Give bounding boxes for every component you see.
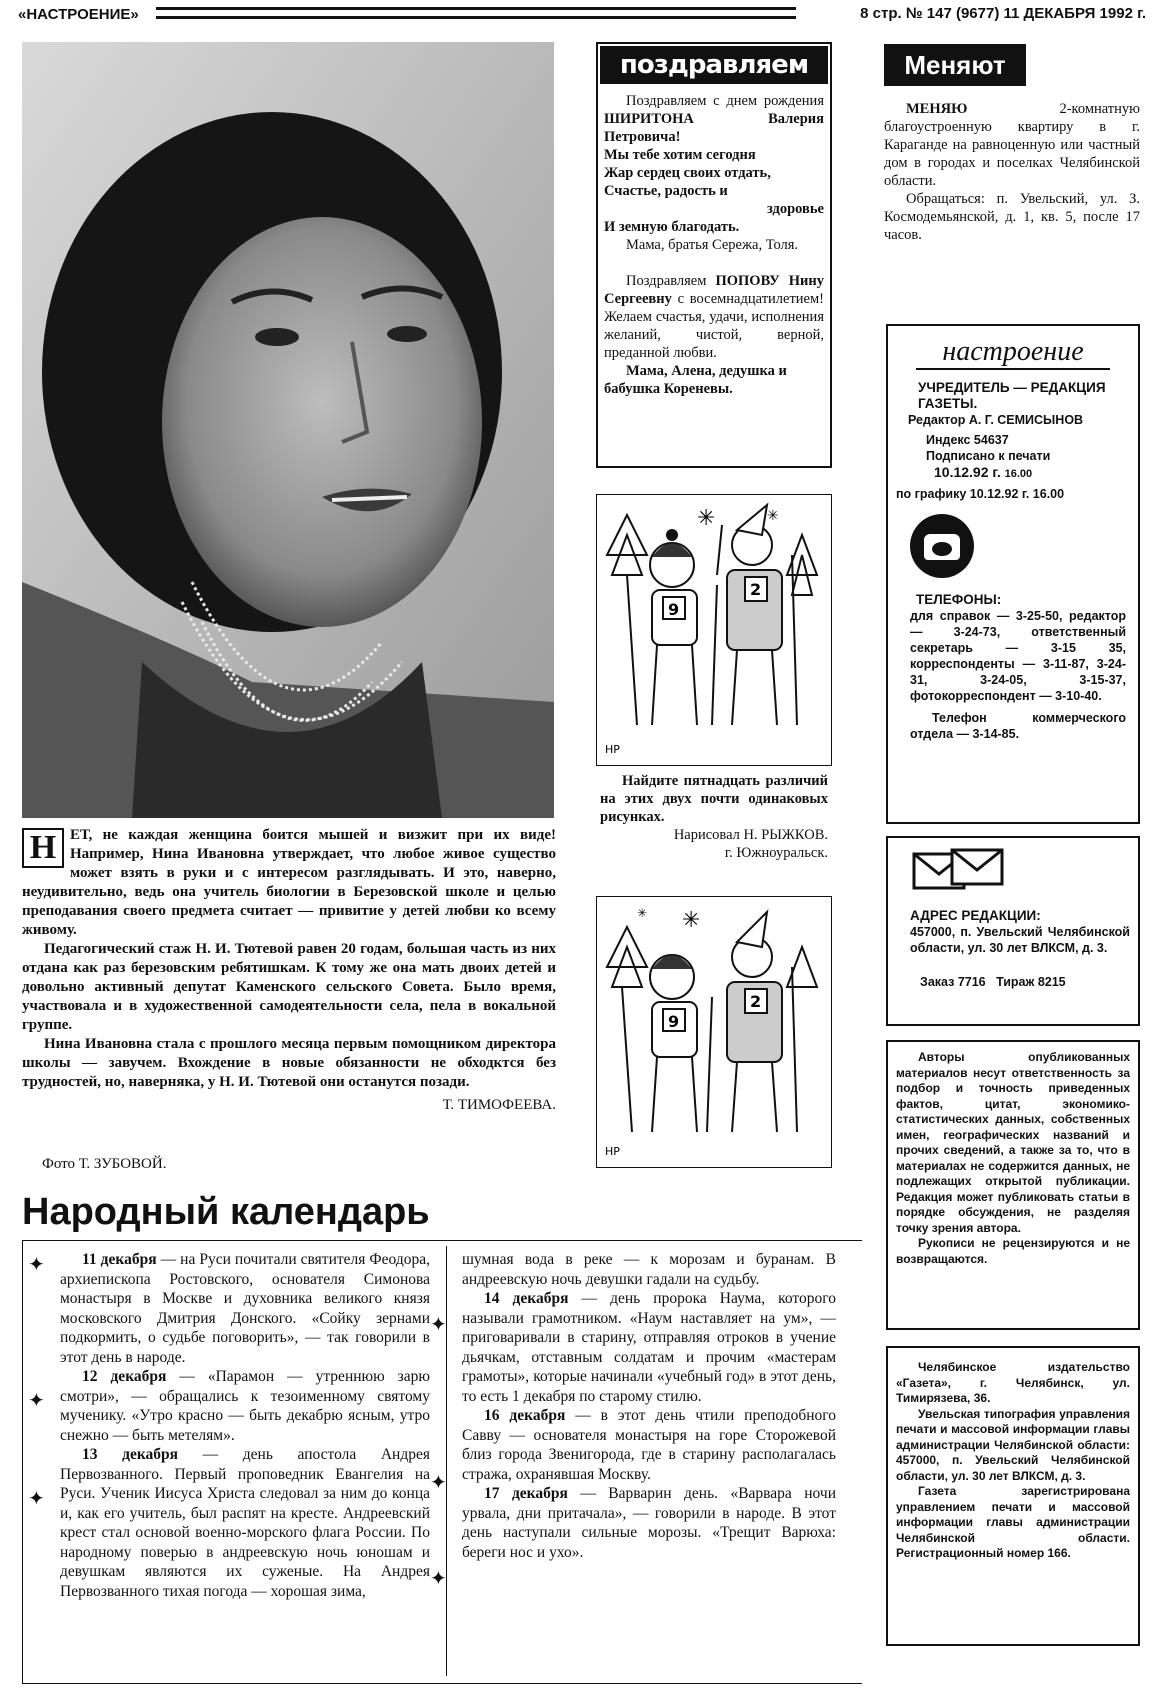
calendar-date: 11 декабря: [82, 1251, 157, 1268]
calendar-text: — Варварин день. «Варвара ночи урвала, дни притачала», — говорили в народе. В этот день наступали сильные морозы. «Трещит Варюха: береги нос и ухо».: [462, 1485, 836, 1561]
calendar-column-2: [462, 1250, 836, 1562]
signed-date: 10.12.92 г.: [934, 464, 1001, 480]
star-icon: ✦: [430, 1472, 447, 1494]
snowflake-icon: ✳: [767, 508, 779, 524]
congrats-header-text: поздравляем: [619, 50, 809, 80]
imprint-signed-date: [896, 464, 1130, 482]
circulation: Тираж 8215: [996, 975, 1066, 989]
calendar-entry-dec13: [60, 1445, 430, 1601]
calendar-text: — день пророка Наума, которого называли грамотником. «Наум наставляет на ум», — приговаривали в старину, отправляя отроков в учение дьячкам, отставным солдатам и прочим «мастерам грамоты», которые начинали «учебный год» в этот день, то есть 1 декабря по старому стилю.: [462, 1290, 836, 1405]
disclaimer-text: Авторы опубликованных материалов несут ответственность за подбор и точность приведенных фактов, цитат, экономико-статистических данных, собственных имен, географических названий и прочих сведений, а также за то, что в материалах не содержится данных, не подлежащих открытой публикации. Редакция может публиковать статьи в порядке обсуждения, не разделяя точку зрения автора.: [896, 1050, 1130, 1235]
calendar-date: 13 декабря: [82, 1446, 179, 1463]
congrats-item-2: [604, 272, 824, 362]
congrats-item-1-text: Поздравляем с днем рождения: [626, 93, 824, 109]
portrait-image: [22, 42, 554, 818]
disclaimer-box: [886, 1040, 1140, 1330]
skiers-drawing-1: [597, 495, 830, 764]
calendar-text: — на Руси почитали святителя Феодора, архиепископа Ростовского, основателя Симонова монастыря в Москве и духовника великого князя московского Дмитрия Донского. «Сойку зернами подкормить, о судьбе поговорить», — так говорили в этот день в народе.: [60, 1251, 430, 1366]
puzzle-caption: Найдите пятнадцать различий на этих двух почти одинаковых рисунках.: [600, 773, 828, 825]
order-number: Заказ 7716: [920, 975, 986, 989]
puzzle-caption-block: [600, 772, 828, 862]
imprint-logo: настроение: [916, 336, 1110, 370]
exchange-header: [884, 44, 1026, 86]
snowflake-icon: ✳: [682, 908, 701, 933]
star-icon: ✦: [430, 1314, 447, 1336]
imprint-editor: Редактор А. Г. СЕМИСЫНОВ: [908, 413, 1084, 427]
snowflake-icon: ✳: [637, 906, 648, 920]
masthead: [18, 4, 1146, 24]
congrats-item-2-text: Поздравляем: [626, 273, 716, 289]
calendar-text: — «Парамон — утреннюю зарю смотри», — обращались к тезоименному святому мученику. «Утро красно — быть декабрю ясным, утро снежно — быть метелям».: [60, 1368, 430, 1444]
exchange-contact: Обращаться: п. Увельский, ул. З. Космодемьянской, д. 1, кв. 5, после 17 часов.: [884, 191, 1140, 243]
phones-title: ТЕЛЕФОНЫ:: [916, 592, 1002, 607]
calendar-text: — день апостола Андрея Первозванного. Первый проповедник Евангелия на Руси. Ученик Иисуса Христа следовал за ним до конца и, как его учитель, был распят на кресте. Андреевский крест стал основой военно-морского флага России. По народному поверью в андреевскую ночь юношам и девушкам являются их суженые. На Андрея Первозванного тихая погода — хорошая зима,: [60, 1446, 430, 1600]
artist-signature: НР: [605, 743, 620, 756]
calendar-text: — в этот день чтили преподобного Савву — основателя монастыря на горе Сторожевой близ города Звенигорода, где в старину располагалась стража, охранявшая Москву.: [462, 1407, 836, 1483]
calendar-entry-dec14: [462, 1289, 836, 1406]
star-icon: ✦: [28, 1488, 45, 1510]
imprint-index: Индекс 54637: [926, 433, 1009, 447]
artist-signature: НР: [605, 1145, 620, 1158]
bib-number-right: 2: [750, 580, 762, 599]
bib-number-right: 2: [750, 992, 762, 1011]
exchange-text: [884, 100, 1140, 190]
imprint-box: [886, 324, 1140, 824]
congrats-item-1-sign: Мама, братья Сережа, Толя.: [626, 237, 799, 253]
exchange-ad: [884, 100, 1140, 244]
puzzle-drawing-2: [596, 896, 832, 1168]
address-box: [886, 836, 1140, 1026]
envelopes-graphic: [912, 848, 1008, 896]
exchange-header-text: Меняют: [904, 50, 1006, 80]
imprint-signed: Подписано к печати: [926, 449, 1051, 463]
congrats-item-1: [604, 92, 824, 146]
signed-time: 16.00: [1004, 468, 1033, 480]
bib-number-left: 9: [668, 600, 680, 619]
masthead-name: «НАСТРОЕНИЕ»: [18, 6, 139, 23]
poem-line-1: Мы тебе хотим сегодня: [604, 147, 756, 163]
article-paragraph-3: Нина Ивановна стала с прошлого месяца первым помощником директора школы — завучем. Вхождение в новые обязанности не обходктся без трудностей, но, наверняка, у Н. И. Тютевой они останутся позади.: [22, 1036, 556, 1090]
calendar-column-rule: [446, 1246, 447, 1676]
star-icon: ✦: [28, 1254, 45, 1276]
registration-text: Газета зарегистрирована управлением печати и массовой информации главы администрации Челябинской области. Регистрационный номер 166.: [896, 1484, 1130, 1560]
address-text: 457000, п. Увельский Челябинской области, ул. 30 лет ВЛКСМ, д. 3.: [910, 925, 1130, 955]
congrats-box: [596, 42, 832, 468]
photo-credit: Фото Т. ЗУБОВОЙ.: [42, 1156, 167, 1172]
dropcap: [22, 828, 64, 868]
congrats-item-2-sign: Мама, Алена, дедушка и бабушка Кореневы.: [604, 363, 787, 397]
envelope-icon: [912, 848, 1008, 896]
imprint-founder: УЧРЕДИТЕЛЬ — РЕДАКЦИЯ ГАЗЕТЫ.: [918, 380, 1106, 411]
article-author: Т. ТИМОФЕЕВА.: [442, 1097, 556, 1113]
article-paragraph-1: ЕТ, не каждая женщина боится мышей и визжит при их виде! Например, Нина Ивановна утверждает, что любое живое существо может взять в руки и с интересом разглядывать. И это, наверно, неудивительно, ведь она учитель биологии в Березовской школе и целью преподавания своего предмета считает — привитие у детей любви ко всему живому.: [22, 827, 556, 938]
calendar-entry-dec16: [462, 1406, 836, 1484]
puzzle-city: г. Южноуральск.: [724, 845, 828, 861]
main-article: [22, 826, 556, 1115]
star-icon: ✦: [430, 1568, 447, 1590]
address-title: АДРЕС РЕДАКЦИИ:: [910, 908, 1041, 923]
publisher-text: Челябинское издательство «Газета», г. Челябинск, ул. Тимирязева, 36.: [896, 1360, 1130, 1405]
bib-number-left: 9: [668, 1012, 680, 1031]
calendar-date: 16 декабря: [484, 1407, 566, 1424]
calendar-date: 14 декабря: [484, 1290, 569, 1307]
calendar-column-1: [60, 1250, 430, 1601]
congrats-header: [600, 46, 828, 84]
congrats-item-2-rest: с восемнадцатилетием! Желаем счастья, удачи, исполнения желаний, чистой, верной, преданной любви.: [604, 291, 824, 361]
poem-line-2: Жар сердец своих отдать,: [604, 165, 771, 181]
calendar-entry-dec11: [60, 1250, 430, 1367]
exchange-body: 2-комнатную благоустроенную квартиру в г. Караганде на равноценную или частный дом в городах и поселках Челябинской области.: [884, 101, 1140, 189]
dropcap-letter: Н: [29, 829, 57, 866]
skiers-drawing-2: [597, 897, 830, 1166]
portrait-photo: [22, 42, 554, 818]
snowflake-icon: ✳: [697, 506, 716, 531]
congrats-item-1-name: ШИРИТОНА Валерия Петровича!: [604, 111, 824, 145]
calendar-date: 17 декабря: [484, 1485, 568, 1502]
article-paragraph-2: Педагогический стаж Н. И. Тютевой равен 20 годам, большая часть из них отдана как раз березовским ребятишкам. К тому же она мать двоих детей и довольно активный депутат Каменского сельского Совета. Было время, участвовала и в художественной самодеятельности села, пела в вокальной группе.: [22, 941, 556, 1033]
poem-line-3: Счастье, радость и: [604, 183, 728, 199]
imprint-schedule: по графику 10.12.92 г. 16.00: [896, 487, 1065, 501]
printer-text: Увельская типография управления печати и массовой информации главы администрации Челябинской области: 457000, п. Увельский Челябинской области, ул. 30 лет ВЛКСМ, д. 3.: [896, 1406, 1130, 1483]
commercial-phone: Телефон коммерческого отдела — 3-14-85.: [910, 711, 1126, 741]
puzzle-artist: Нарисовал Н. РЫЖКОВ.: [673, 827, 828, 843]
star-icon: ✦: [28, 1390, 45, 1412]
congrats-item-2-name: ПОПОВУ Нину Сергеевну: [604, 273, 824, 307]
poem-line-4: здоровье: [766, 201, 824, 217]
exchange-lead: МЕНЯЮ: [906, 101, 968, 117]
masthead-rule: [156, 7, 796, 19]
masthead-issue: 8 стр. № 147 (9677) 11 ДЕКАБРЯ 1992 г.: [860, 5, 1146, 22]
puzzle-drawing-1: [596, 494, 832, 766]
calendar-entry-dec12: [60, 1367, 430, 1445]
phone-icon: [910, 514, 974, 578]
calendar-continuation: шумная вода в реке — к морозам и буранам. В андреевскую ночь девушки гадали на судьбу.: [462, 1251, 836, 1288]
calendar-entry-dec17: [462, 1484, 836, 1562]
disclaimer-note: Рукописи не рецензируются и не возвращаются.: [896, 1236, 1130, 1266]
calendar-date: 12 декабря: [82, 1368, 167, 1385]
order-circulation: [896, 974, 1130, 990]
calendar-title: Народный календарь: [22, 1191, 430, 1233]
phones-list: для справок — 3-25-50, редактор — 3-24-73, ответственный секретарь — 3-15 35, корреспонденты — 3-11-87, 3-24-31, 3-24-05, 3-15-37, фотокорреспондент — 3-10-40.: [910, 609, 1126, 703]
poem-line-5: И земную благодать.: [604, 219, 740, 235]
publisher-box: [886, 1346, 1140, 1646]
